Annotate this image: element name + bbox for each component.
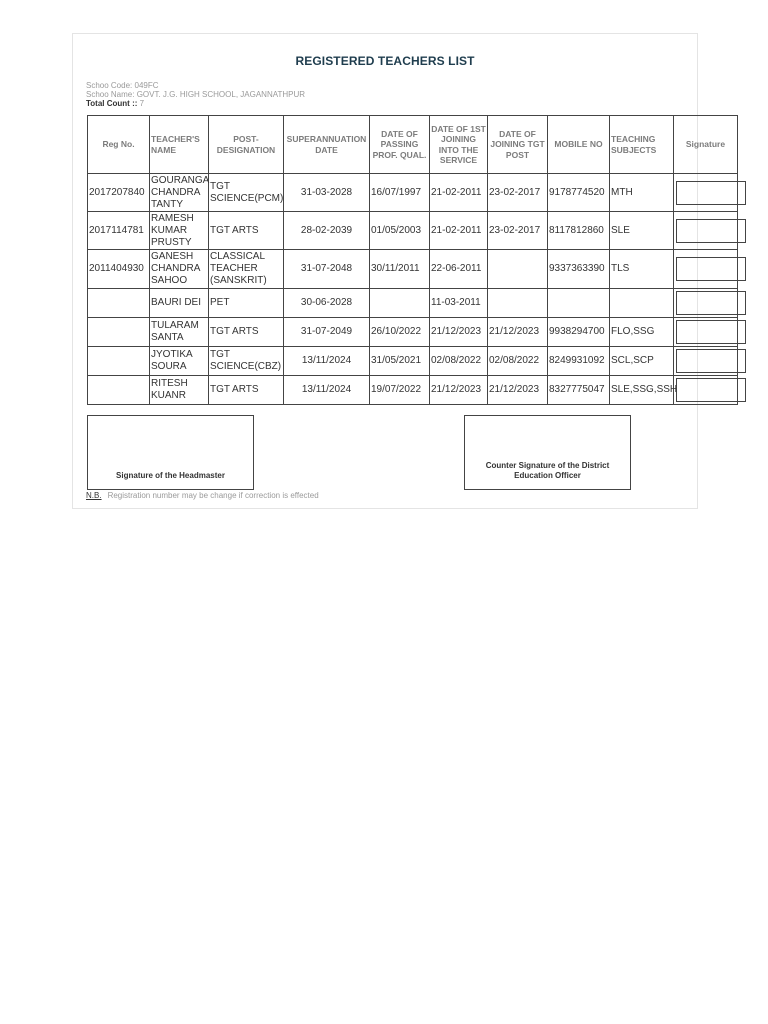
table-row bbox=[88, 376, 738, 405]
cell-post-designation: PET bbox=[209, 289, 284, 318]
cell-teaching-subjects: SLE bbox=[610, 212, 674, 250]
signature-input-box[interactable] bbox=[676, 181, 746, 205]
teachers-table bbox=[87, 115, 738, 405]
table-row bbox=[88, 174, 738, 212]
school-name bbox=[86, 90, 305, 99]
cell-teacher-name: RITESH KUANR bbox=[150, 376, 209, 405]
headmaster-signature-box bbox=[87, 415, 254, 490]
school-name-value: GOVT. J.G. HIGH SCHOOL, JAGANNATHPUR bbox=[136, 90, 306, 99]
deo-signature-box bbox=[464, 415, 631, 490]
cell-teaching-subjects: FLO,SSG bbox=[610, 318, 674, 347]
cell-reg-no: 2011404930 bbox=[88, 250, 150, 289]
cell-signature bbox=[674, 376, 738, 405]
table-row bbox=[88, 289, 738, 318]
table-row bbox=[88, 318, 738, 347]
cell-signature bbox=[674, 250, 738, 289]
cell-mobile-no: 8327775047 bbox=[548, 376, 610, 405]
cell-teaching-subjects: SCL,SCP bbox=[610, 347, 674, 376]
cell-date-first-joining: 21/12/2023 bbox=[430, 376, 488, 405]
cell-date-passing-prof-qual: 16/07/1997 bbox=[370, 174, 430, 212]
signature-input-box[interactable] bbox=[676, 291, 746, 315]
cell-date-passing-prof-qual: 26/10/2022 bbox=[370, 318, 430, 347]
table-header-row bbox=[88, 116, 738, 174]
cell-reg-no bbox=[88, 347, 150, 376]
cell-date-first-joining: 11-03-2011 bbox=[430, 289, 488, 318]
cell-date-joining-tgt: 23-02-2017 bbox=[488, 212, 548, 250]
cell-reg-no bbox=[88, 376, 150, 405]
cell-teacher-name: RAMESH KUMAR PRUSTY bbox=[150, 212, 209, 250]
cell-date-joining-tgt bbox=[488, 289, 548, 318]
cell-superannuation-date: 28-02-2039 bbox=[284, 212, 370, 250]
header-date-passing-prof-qual: DATE OF PASSING PROF. QUAL. bbox=[370, 116, 430, 174]
cell-teaching-subjects: MTH bbox=[610, 174, 674, 212]
cell-date-joining-tgt bbox=[488, 250, 548, 289]
cell-reg-no bbox=[88, 318, 150, 347]
total-count-value: 7 bbox=[139, 99, 145, 108]
cell-date-first-joining: 21-02-2011 bbox=[430, 174, 488, 212]
cell-reg-no bbox=[88, 289, 150, 318]
signature-input-box[interactable] bbox=[676, 349, 746, 373]
cell-date-first-joining: 21-02-2011 bbox=[430, 212, 488, 250]
school-code-label: Schoo Code: bbox=[86, 81, 133, 90]
cell-teacher-name: BAURI DEI bbox=[150, 289, 209, 318]
header-post-designation: POST-DESIGNATION bbox=[209, 116, 284, 174]
cell-mobile-no: 8249931092 bbox=[548, 347, 610, 376]
cell-signature bbox=[674, 347, 738, 376]
cell-post-designation: TGT SCIENCE(PCM) bbox=[209, 174, 284, 212]
cell-superannuation-date: 30-06-2028 bbox=[284, 289, 370, 318]
signature-input-box[interactable] bbox=[676, 320, 746, 344]
cell-teacher-name: TULARAM SANTA bbox=[150, 318, 209, 347]
header-teaching-subjects: TEACHING SUBJECTS bbox=[610, 116, 674, 174]
cell-date-passing-prof-qual: 19/07/2022 bbox=[370, 376, 430, 405]
cell-mobile-no bbox=[548, 289, 610, 318]
cell-reg-no: 2017114781 bbox=[88, 212, 150, 250]
table-row bbox=[88, 212, 738, 250]
cell-date-joining-tgt: 21/12/2023 bbox=[488, 376, 548, 405]
cell-superannuation-date: 31-07-2049 bbox=[284, 318, 370, 347]
signature-input-box[interactable] bbox=[676, 378, 746, 402]
cell-post-designation: TGT ARTS bbox=[209, 318, 284, 347]
headmaster-signature-label: Signature of the Headmaster bbox=[116, 471, 225, 480]
header-teacher-name: TEACHER'S NAME bbox=[150, 116, 209, 174]
cell-post-designation: TGT ARTS bbox=[209, 376, 284, 405]
cell-date-joining-tgt: 23-02-2017 bbox=[488, 174, 548, 212]
cell-superannuation-date: 31-07-2048 bbox=[284, 250, 370, 289]
cell-teaching-subjects: TLS bbox=[610, 250, 674, 289]
cell-date-joining-tgt: 21/12/2023 bbox=[488, 318, 548, 347]
cell-signature bbox=[674, 289, 738, 318]
cell-teacher-name: JYOTIKA SOURA bbox=[150, 347, 209, 376]
cell-superannuation-date: 13/11/2024 bbox=[284, 376, 370, 405]
cell-superannuation-date: 13/11/2024 bbox=[284, 347, 370, 376]
header-signature: Signature bbox=[674, 116, 738, 174]
cell-date-first-joining: 22-06-2011 bbox=[430, 250, 488, 289]
total-count-label: Total Count :: bbox=[86, 99, 138, 108]
cell-mobile-no: 8117812860 bbox=[548, 212, 610, 250]
cell-mobile-no: 9178774520 bbox=[548, 174, 610, 212]
cell-date-passing-prof-qual: 01/05/2003 bbox=[370, 212, 430, 250]
school-code-value: 049FC bbox=[134, 81, 159, 90]
cell-reg-no: 2017207840 bbox=[88, 174, 150, 212]
footnote-label: N.B. bbox=[86, 491, 102, 500]
cell-teaching-subjects bbox=[610, 289, 674, 318]
header-date-joining-tgt: DATE OF JOINING TGT POST bbox=[488, 116, 548, 174]
cell-date-first-joining: 21/12/2023 bbox=[430, 318, 488, 347]
cell-signature bbox=[674, 174, 738, 212]
cell-post-designation: CLASSICAL TEACHER (SANSKRIT) bbox=[209, 250, 284, 289]
cell-post-designation: TGT SCIENCE(CBZ) bbox=[209, 347, 284, 376]
total-count bbox=[86, 99, 144, 108]
cell-mobile-no: 9337363390 bbox=[548, 250, 610, 289]
cell-date-passing-prof-qual: 31/05/2021 bbox=[370, 347, 430, 376]
table-row bbox=[88, 347, 738, 376]
signature-input-box[interactable] bbox=[676, 219, 746, 243]
header-mobile-no: MOBILE NO bbox=[548, 116, 610, 174]
cell-teacher-name: GOURANGA CHANDRA TANTY bbox=[151, 174, 210, 210]
footnote-text: Registration number may be change if correction is effected bbox=[107, 491, 319, 500]
cell-superannuation-date: 31-03-2028 bbox=[284, 174, 370, 212]
cell-post-designation: TGT ARTS bbox=[209, 212, 284, 250]
footnote bbox=[86, 491, 319, 500]
cell-date-passing-prof-qual: 30/11/2011 bbox=[370, 250, 430, 289]
school-name-label: Schoo Name: bbox=[86, 90, 135, 99]
header-date-first-joining: DATE OF 1ST JOINING INTO THE SERVICE bbox=[430, 116, 488, 174]
cell-date-joining-tgt: 02/08/2022 bbox=[488, 347, 548, 376]
cell-teaching-subjects: SLE,SSG,SSH bbox=[610, 376, 674, 405]
signature-input-box[interactable] bbox=[676, 257, 746, 281]
cell-date-first-joining: 02/08/2022 bbox=[430, 347, 488, 376]
document-title: REGISTERED TEACHERS LIST bbox=[295, 54, 475, 68]
document-page bbox=[72, 33, 726, 509]
school-code bbox=[86, 81, 159, 90]
header-reg-no: Reg No. bbox=[88, 116, 150, 174]
cell-signature bbox=[674, 212, 738, 250]
table-row bbox=[88, 250, 738, 289]
cell-date-passing-prof-qual bbox=[370, 289, 430, 318]
cell-teacher-name: GANESH CHANDRA SAHOO bbox=[150, 250, 209, 289]
cell-signature bbox=[674, 318, 738, 347]
header-superannuation-date: SUPERANNUATION DATE bbox=[284, 116, 370, 174]
cell-mobile-no: 9938294700 bbox=[548, 318, 610, 347]
deo-signature-label: Counter Signature of the District Education Officer bbox=[485, 461, 610, 480]
